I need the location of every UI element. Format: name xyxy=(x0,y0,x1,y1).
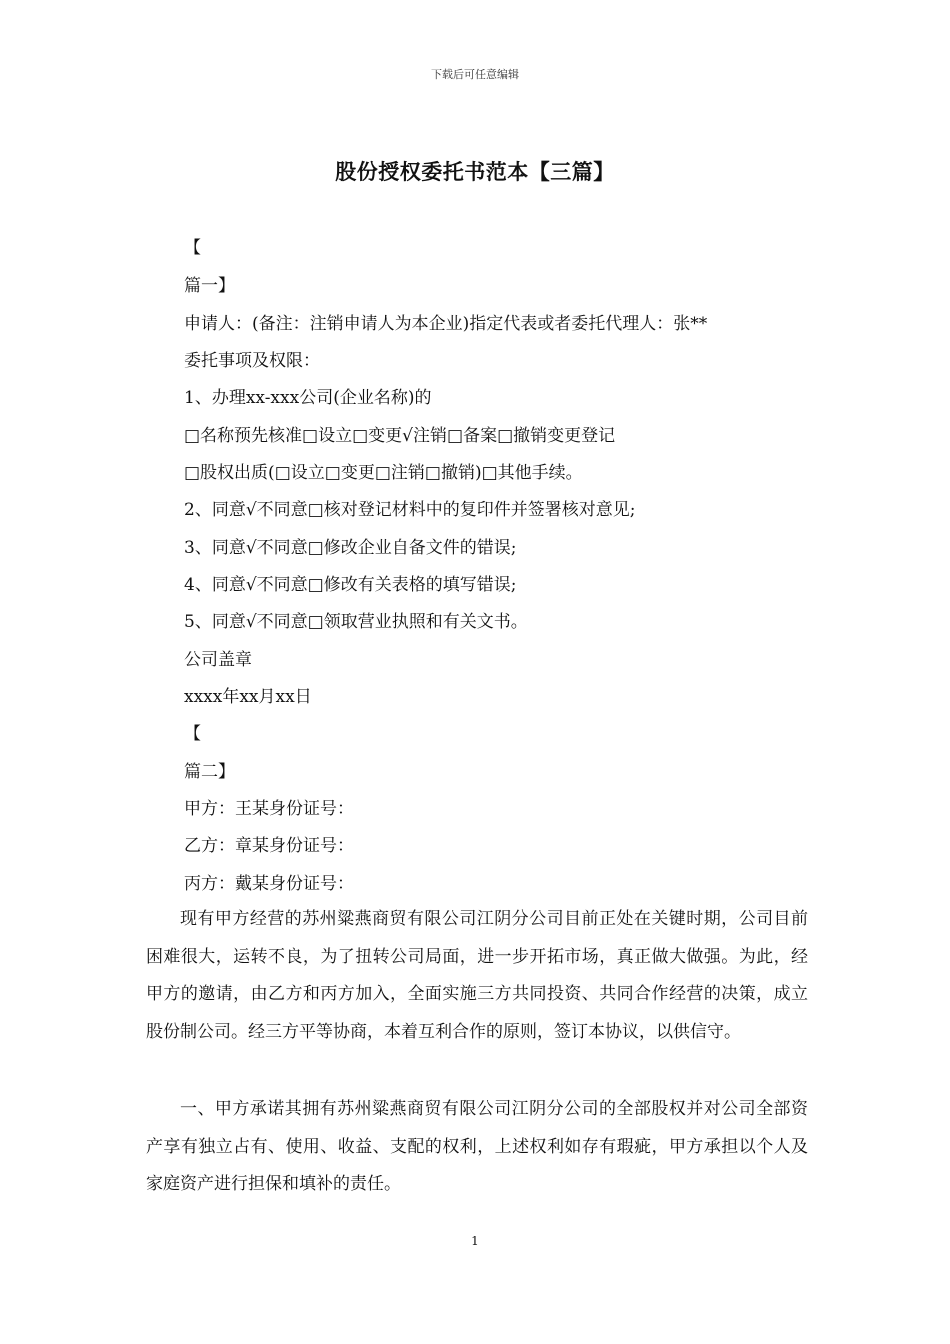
text-line: xxxx年xx月xx日 xyxy=(184,687,312,707)
text-line: 5、同意√不同意□领取营业执照和有关文书。 xyxy=(184,612,528,632)
body-paragraph: 现有甲方经营的苏州粱燕商贸有限公司江阴分公司目前正处在关键时期，公司目前困难很大，运转不良，为了扭转公司局面，进一步开拓市场，真正做大做强。为此，经甲方的邀请，由乙方和丙方加入，全面实施三方共同投资、共同合作经营的决策，成立股份制公司。经三方平等协商，本着互利合作的原则，签订本协议，以供信守。 xyxy=(146,909,808,1042)
text-line: 篇一】 xyxy=(184,276,235,296)
text-line: 【 xyxy=(184,238,201,258)
text-line: 委托事项及权限： xyxy=(184,351,320,371)
text-line: 2、同意√不同意□核对登记材料中的复印件并签署核对意见; xyxy=(184,500,636,520)
text-line: 公司盖章 xyxy=(184,650,252,670)
text-line: 申请人：(备注：注销申请人为本企业)指定代表或者委托代理人：张** xyxy=(184,314,708,334)
text-line: 篇二】 xyxy=(184,762,235,782)
text-line: 3、同意√不同意□修改企业自备文件的错误; xyxy=(184,538,517,558)
page-number: 1 xyxy=(471,1234,479,1248)
text-line: 甲方：王某身份证号： xyxy=(184,799,354,819)
text-line: 1、办理xx-xxx公司(企业名称)的 xyxy=(184,388,432,408)
text-line: □股权出质(□设立□变更□注销□撤销)□其他手续。 xyxy=(184,463,583,483)
text-line: 丙方：戴某身份证号： xyxy=(184,874,354,894)
text-line: 4、同意√不同意□修改有关表格的填写错误; xyxy=(184,575,517,595)
page-header-note: 下载后可任意编辑 xyxy=(431,68,519,81)
text-line: 【 xyxy=(184,724,201,744)
text-line: 乙方：章某身份证号： xyxy=(184,836,354,856)
body-paragraph: 一、甲方承诺其拥有苏州粱燕商贸有限公司江阴分公司的全部股权并对公司全部资产享有独立占有、使用、收益、支配的权利，上述权利如存有瑕疵，甲方承担以个人及家庭资产进行担保和填补的责任。 xyxy=(146,1099,808,1194)
text-line: □名称预先核准□设立□变更√注销□备案□撤销变更登记 xyxy=(184,426,616,446)
document-title: 股份授权委托书范本【三篇】 xyxy=(335,159,615,184)
